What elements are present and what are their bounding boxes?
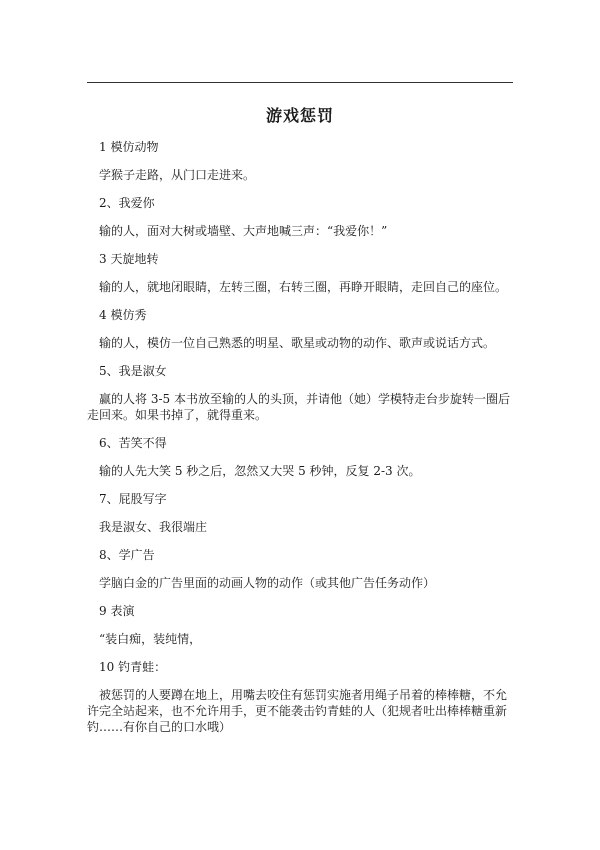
section-heading: 2、我爱你 (99, 196, 155, 210)
section-9 (87, 602, 513, 647)
section-heading: 10 钓青蛙： (99, 660, 167, 674)
section-heading: 7、屁股写字 (99, 492, 167, 506)
section-text: 赢的人将 3-5 本书放至输的人的头顶，并请他（她）学模特走台步旋转一圈后走回来。如果书掉了，就得重来。 (87, 392, 510, 422)
section-text: 输的人先大笑 5 秒之后，忽然又大哭 5 秒钟，反复 2-3 次。 (99, 464, 421, 478)
section-text: 学猴子走路，从门口走进来。 (99, 168, 256, 182)
section-heading: 3 天旋地转 (99, 252, 159, 266)
section-4 (87, 306, 513, 351)
document-body (87, 138, 513, 746)
section-2 (87, 194, 513, 239)
section-heading: 8、学广告 (99, 548, 155, 562)
section-7 (87, 490, 513, 535)
section-text: 输的人，就地闭眼睛，左转三圈，右转三圈，再睁开眼睛，走回自己的座位。 (99, 280, 508, 294)
section-text: 学脑白金的广告里面的动画人物的动作（或其他广告任务动作） (99, 576, 436, 590)
section-text: “装白痴，装纯情， (99, 632, 202, 646)
page-title: 游戏惩罚 (265, 106, 334, 125)
section-heading: 9 表演 (99, 604, 135, 618)
section-text: 输的人，模仿一位自己熟悉的明星、歌星或动物的动作、歌声或说话方式。 (99, 336, 496, 350)
section-text: 输的人，面对大树或墙壁、大声地喊三声：“我爱你！” (99, 224, 388, 238)
section-text: 被惩罚的人要蹲在地上，用嘴去咬住有惩罚实施者用绳子吊着的棒棒糖，不允许完全站起来，也不允许用手，更不能袭击钓青蛙的人（犯规者吐出棒棒糖重新钓……有你自己的口水哦） (87, 688, 508, 734)
section-heading: 6、苦笑不得 (99, 436, 167, 450)
section-heading: 4 模仿秀 (99, 308, 147, 322)
section-text: 我是淑女、我很端庄 (99, 520, 208, 534)
section-heading: 5、我是淑女 (99, 364, 167, 378)
section-6 (87, 434, 513, 479)
section-10 (87, 658, 513, 735)
section-1 (87, 138, 513, 183)
section-3 (87, 250, 513, 295)
header-rule (87, 82, 513, 83)
section-8 (87, 546, 513, 591)
section-5 (87, 362, 513, 423)
section-heading: 1 模仿动物 (99, 140, 159, 154)
